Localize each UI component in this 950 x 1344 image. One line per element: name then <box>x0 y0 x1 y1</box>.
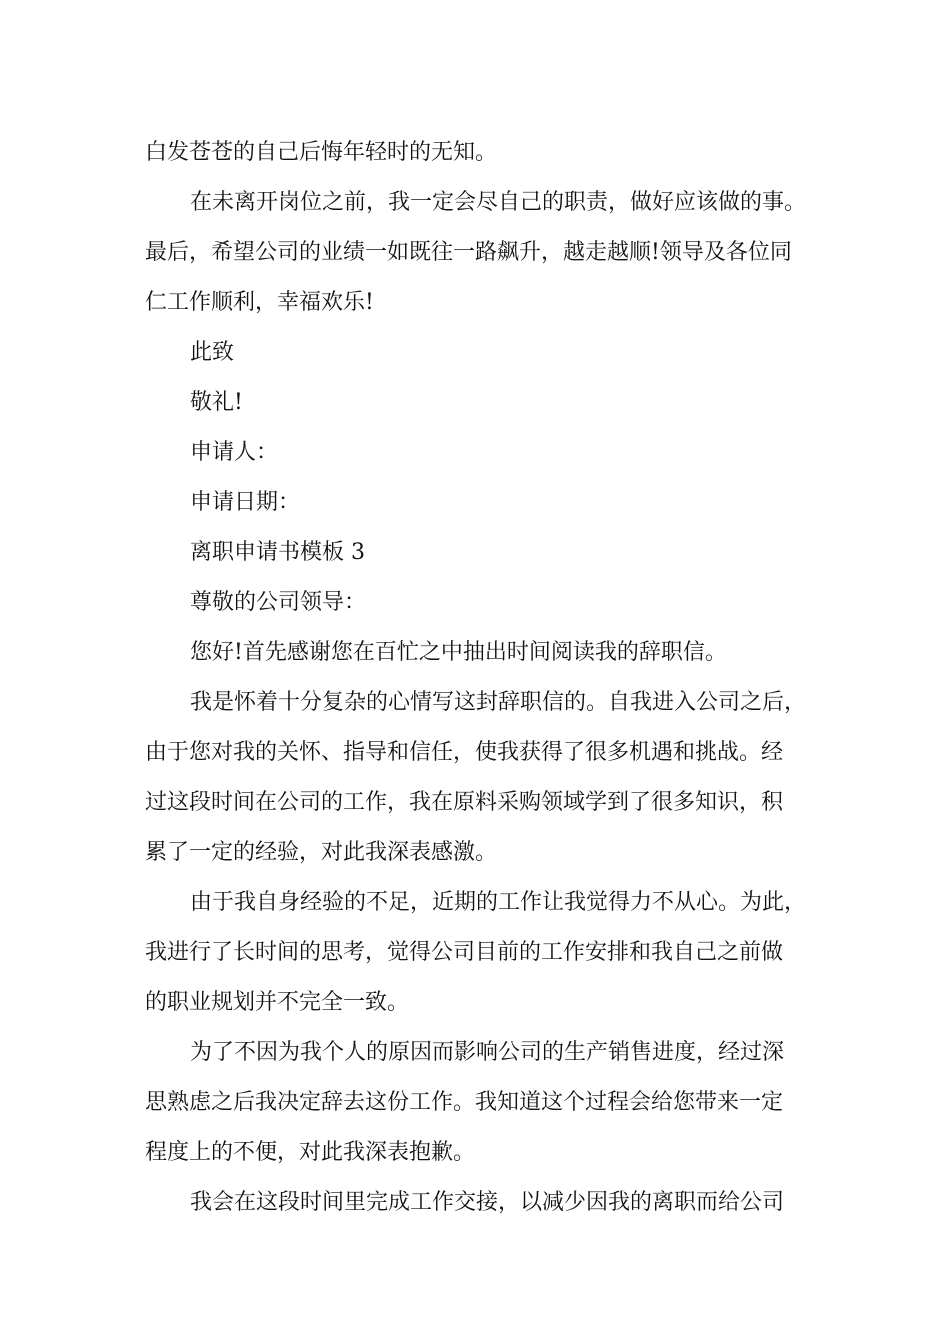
text-line: 我会在这段时间里完成工作交接，以减少因我的离职而给公司 <box>190 1190 785 1215</box>
text-line: 累了一定的经验，对此我深表感激。 <box>145 840 498 865</box>
text-line: 最后，希望公司的业绩一如既往一路飙升，越走越顺!领导及各位同 <box>145 240 792 265</box>
text-line: 仁工作顺利，幸福欢乐! <box>145 290 374 315</box>
text-line: 由于我自身经验的不足，近期的工作让我觉得力不从心。为此， <box>190 890 807 915</box>
text-line: 程度上的不便，对此我深表抱歉。 <box>145 1140 476 1165</box>
text-line: 我是怀着十分复杂的心情写这封辞职信的。自我进入公司之后， <box>190 690 807 715</box>
text-line: 思熟虑之后我决定辞去这份工作。我知道这个过程会给您带来一定 <box>145 1090 784 1115</box>
text-line: 尊敬的公司领导： <box>190 590 367 615</box>
text-line: 在未离开岗位之前，我一定会尽自己的职责，做好应该做的事。 <box>190 190 807 215</box>
text-line: 您好!首先感谢您在百忙之中抽出时间阅读我的辞职信。 <box>190 640 727 665</box>
text-line: 由于您对我的关怀、指导和信任，使我获得了很多机遇和挑战。经 <box>145 740 784 765</box>
text-line: 离职申请书模板 3 <box>190 540 365 565</box>
text-line: 的职业规划并不完全一致。 <box>145 990 410 1015</box>
document-body <box>145 128 835 1228</box>
text-line: 申请人： <box>190 440 279 465</box>
text-line: 申请日期： <box>190 490 301 515</box>
text-line: 我进行了长时间的思考，觉得公司目前的工作安排和我自己之前做 <box>145 940 784 965</box>
text-line: 过这段时间在公司的工作，我在原料采购领域学到了很多知识，积 <box>145 790 784 815</box>
text-line: 敬礼! <box>190 390 243 415</box>
text-line: 为了不因为我个人的原因而影响公司的生产销售进度，经过深 <box>190 1040 785 1065</box>
text-line: 此致 <box>190 340 235 365</box>
text-line: 白发苍苍的自己后悔年轻时的无知。 <box>145 140 498 165</box>
